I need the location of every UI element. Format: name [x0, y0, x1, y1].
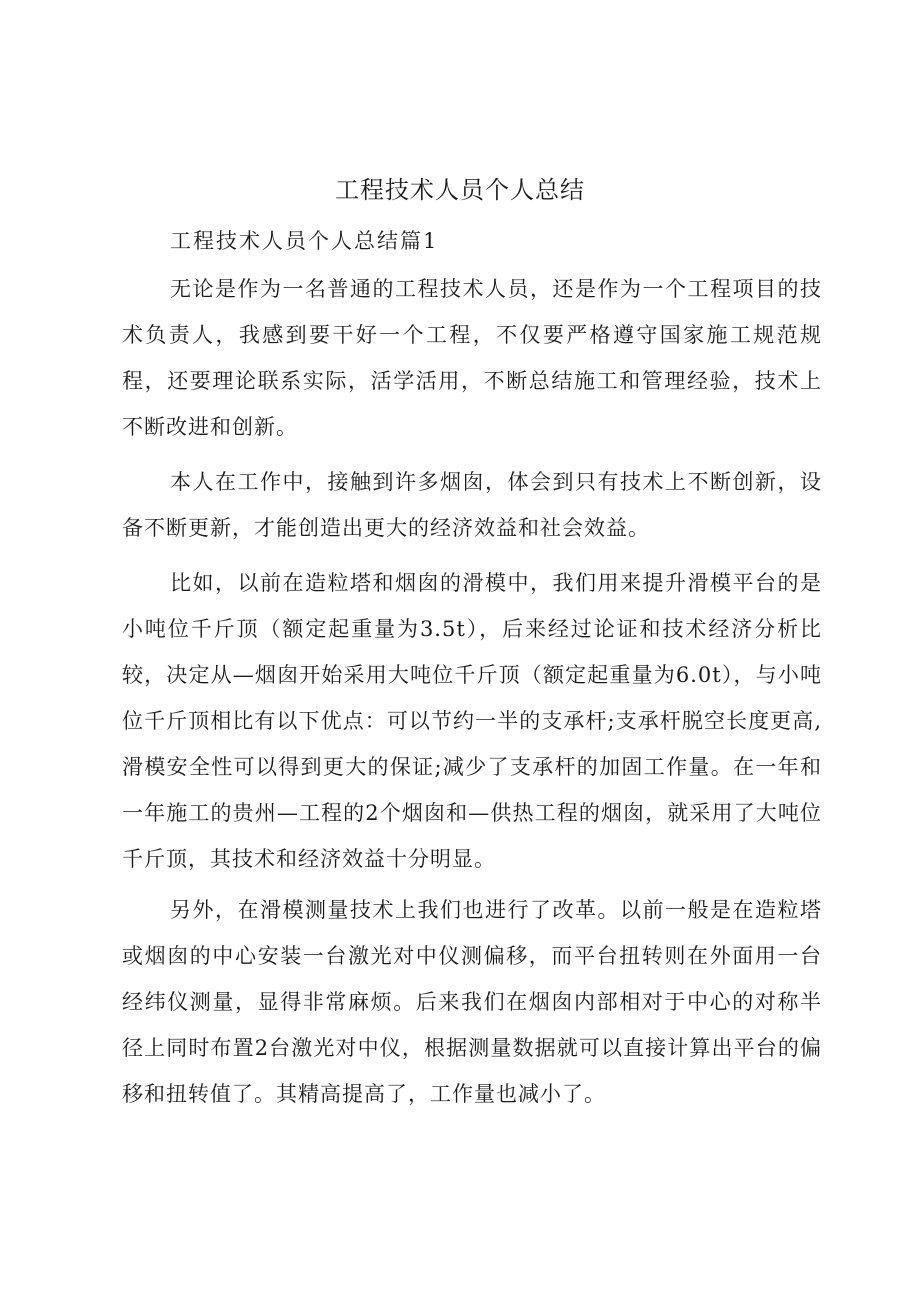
paragraph-1: 无论是作为一名普通的工程技术人员，还是作为一个工程项目的技术负责人，我感到要干好一个工程，不仅要严格遵守国家施工规范规程，还要理论联系实际，活学活用，不断总结施工和管理经验，技术上不断改进和创新。 — [122, 277, 822, 439]
paragraph-3: 比如，以前在造粒塔和烟囱的滑模中，我们用来提升滑模平台的是小吨位千斤顶（额定起重量为3.5t），后来经过论证和技术经济分析比较，决定从—烟囱开始采用大吨位千斤顶（额定起重量为6.0t），与小吨位千斤顶相比有以下优点：可以节约一半的支承杆;支承杆脱空长度更高,滑模安全性可以得到更大的保证;减少了支承杆的加固工作量。在一年和一年施工的贵州—工程的2个烟囱和—供热工程的烟囱，就采用了大吨位千斤顶，其技术和经济效益十分明显。 — [122, 571, 822, 871]
paragraph-2: 本人在工作中，接触到许多烟囱，体会到只有技术上不断创新，设备不断更新，才能创造出更大的经济效益和社会效益。 — [122, 470, 822, 540]
paragraph-4: 另外，在滑模测量技术上我们也进行了改革。以前一般是在造粒塔或烟囱的中心安装一台激光对中仪测偏移，而平台扭转则在外面用一台经纬仪测量，显得非常麻烦。后来我们在烟囱内部相对于中心的对称半径上同时布置2台激光对中仪，根据测量数据就可以直接计算出平台的偏移和扭转值了。其精高提高了，工作量也减小了。 — [122, 898, 822, 1106]
section-heading: 工程技术人员个人总结篇1 — [170, 229, 439, 253]
document-title: 工程技术人员个人总结 — [335, 176, 585, 204]
